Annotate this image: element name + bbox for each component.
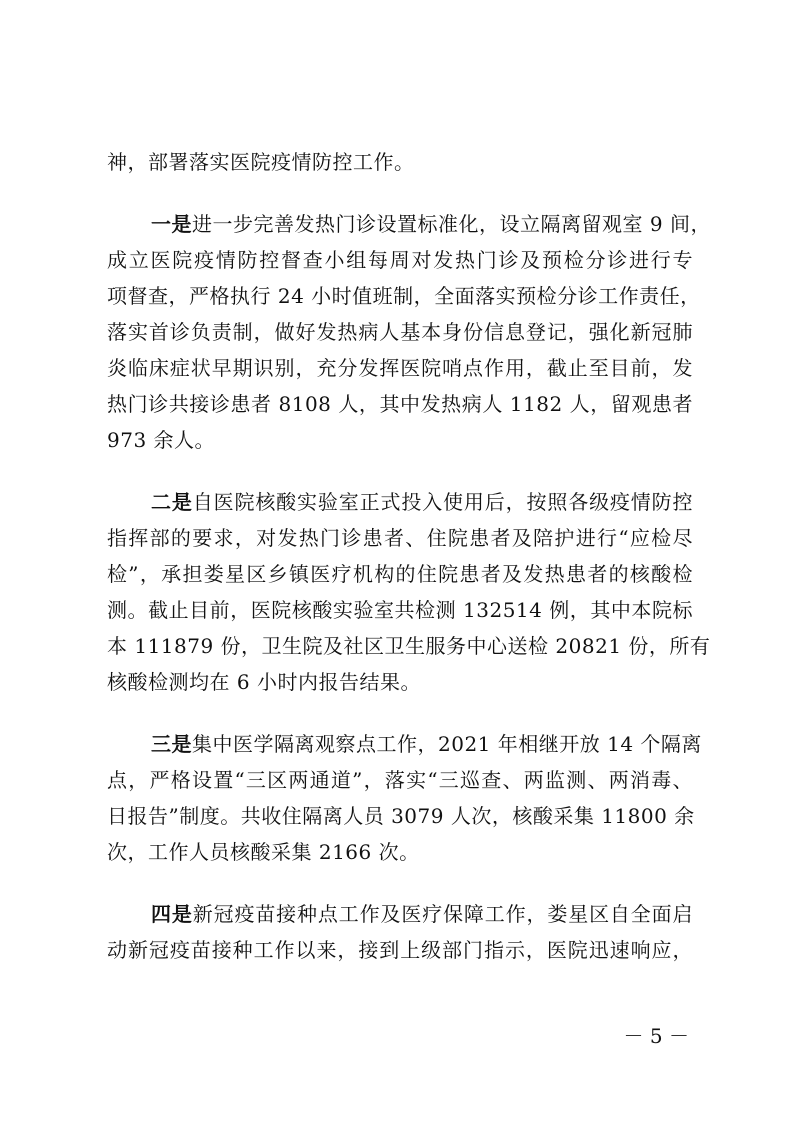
line-text: 核酸检测均在 6 小时内报告结果。	[107, 670, 421, 694]
paragraph-lead: 一是	[151, 212, 192, 236]
line-text: 集中医学隔离观察点工作，2021 年相继开放 14 个隔离	[192, 732, 702, 756]
line-text: 神，部署落实医院疫情防控工作。	[107, 150, 415, 174]
page-number: － 5 －	[623, 1024, 689, 1048]
line-text: 点，严格设置“三区两通道”，落实“三巡查、两监测、两消毒、	[107, 768, 693, 792]
paragraph-line	[107, 762, 693, 798]
paragraph-line	[107, 314, 693, 350]
line-text: 本 111879 份，卫生院及社区卫生服务中心送检 20821 份，所有	[107, 634, 711, 658]
paragraph-lead: 三是	[151, 732, 192, 756]
line-text: 进一步完善发热门诊设置标准化，设立隔离留观室 9 间，	[192, 212, 711, 236]
paragraph-line	[107, 350, 693, 386]
line-text: 测。截止目前，医院核酸实验室共检测 132514 例，其中本院标	[107, 598, 693, 622]
paragraph-gap	[107, 180, 693, 206]
line-text: 项督查，严格执行 24 小时值班制，全面落实预检分诊工作责任，	[107, 284, 701, 308]
paragraph-line	[107, 386, 693, 422]
line-text: 动新冠疫苗接种工作以来，接到上级部门指示，医院迅速响应，	[107, 938, 693, 962]
paragraph-lead: 四是	[151, 902, 193, 926]
paragraph-line	[107, 278, 701, 314]
line-text: 成立医院疫情防控督查小组每周对发热门诊及预检分诊进行专	[107, 248, 693, 272]
paragraph-line	[107, 664, 693, 700]
paragraph-gap	[107, 458, 693, 484]
paragraph-lead: 二是	[151, 490, 193, 514]
paragraph-line	[107, 798, 693, 834]
document-body	[107, 144, 711, 968]
paragraph-line	[107, 932, 693, 968]
paragraph-gap	[107, 700, 693, 726]
paragraph-line	[107, 242, 693, 278]
line-text: 炎临床症状早期识别，充分发挥医院哨点作用，截止至目前，发	[107, 356, 693, 380]
paragraph-line	[107, 484, 693, 520]
paragraph-gap	[107, 870, 693, 896]
paragraph-line	[107, 896, 693, 932]
line-text: 指挥部的要求，对发热门诊患者、住院患者及陪护进行“应检尽	[107, 526, 693, 550]
paragraph-line	[107, 628, 711, 664]
line-text: 自医院核酸实验室正式投入使用后，按照各级疫情防控	[192, 490, 694, 514]
line-text: 检”，承担娄星区乡镇医疗机构的住院患者及发热患者的核酸检	[107, 562, 693, 586]
paragraph-line	[107, 144, 693, 180]
line-text: 次，工作人员核酸采集 2166 次。	[107, 840, 420, 864]
line-text: 973 余人。	[107, 428, 216, 452]
line-text: 新冠疫苗接种点工作及医疗保障工作，娄星区自全面启	[192, 902, 694, 926]
paragraph-line	[107, 556, 693, 592]
paragraph-line	[107, 520, 693, 556]
line-text: 热门诊共接诊患者 8108 人，其中发热病人 1182 人，留观患者	[107, 392, 693, 416]
paragraph-line	[107, 422, 693, 458]
paragraph-line	[107, 206, 711, 242]
paragraph-line	[107, 726, 702, 762]
paragraph-line	[107, 834, 693, 870]
line-text: 日报告”制度。共收住隔离人员 3079 人次，核酸采集 11800 余	[107, 804, 695, 828]
line-text: 落实首诊负责制，做好发热病人基本身份信息登记，强化新冠肺	[107, 320, 693, 344]
paragraph-line	[107, 592, 693, 628]
